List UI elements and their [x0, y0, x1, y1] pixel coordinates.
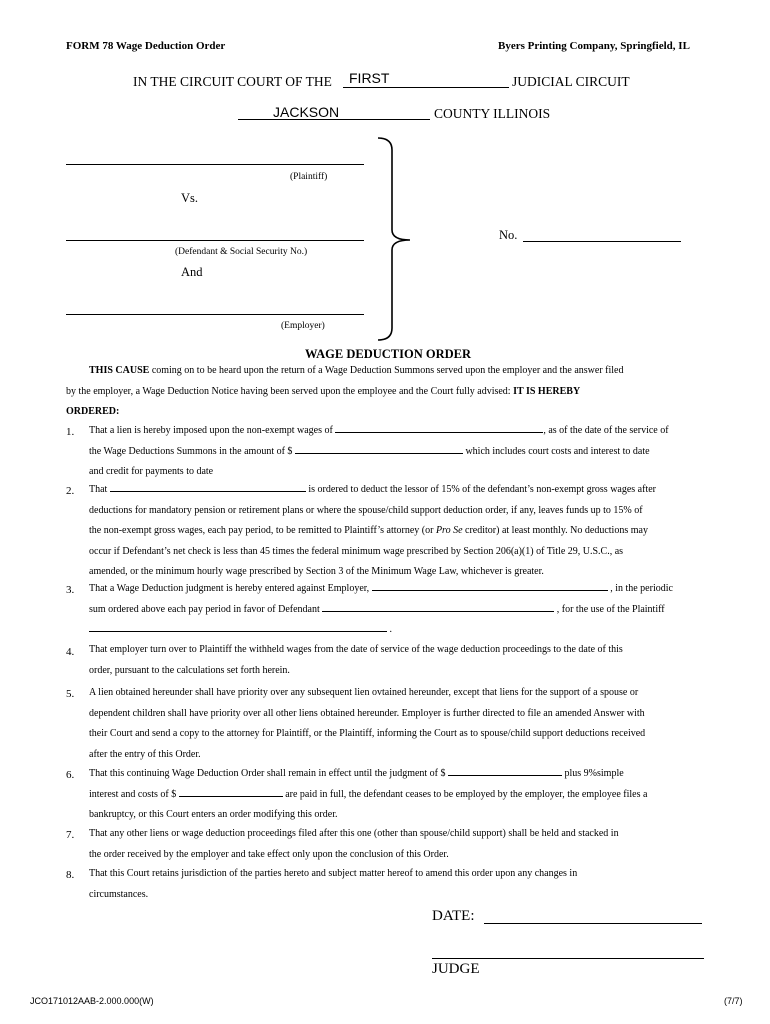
date-label: DATE: [432, 908, 475, 924]
plaintiff-use-field[interactable] [89, 621, 387, 632]
judge-label: JUDGE [432, 961, 480, 977]
defendant-field[interactable] [66, 240, 364, 241]
order-title: WAGE DEDUCTION ORDER [305, 347, 471, 361]
county-suffix: COUNTY ILLINOIS [434, 106, 551, 121]
item-7-number: 7. [66, 829, 75, 841]
circuit-field[interactable] [343, 87, 509, 88]
case-number-label: No. [499, 228, 518, 242]
defendant-favor-field[interactable] [322, 601, 554, 612]
case-number-field[interactable] [523, 241, 681, 242]
plaintiff-label: (Plaintiff) [290, 172, 328, 182]
ordered-label: ORDERED: [66, 406, 120, 417]
employer-deduct-field[interactable] [110, 481, 306, 492]
item-4-number: 4. [66, 646, 75, 658]
costs-amount-field[interactable] [179, 786, 283, 797]
versus-label: Vs. [181, 191, 199, 205]
item-8-number: 8. [66, 869, 75, 881]
form-code: JCO171012AAB-2.000.000(W) [30, 996, 154, 1006]
item-5-number: 5. [66, 688, 75, 700]
judge-signature-field[interactable] [432, 958, 704, 959]
intro-bold-2: IT IS HEREBY [513, 386, 581, 397]
item-2-number: 2. [66, 485, 75, 497]
amount-field[interactable] [295, 443, 463, 454]
page-number: (7/7) [724, 996, 743, 1006]
caption-brace [370, 134, 415, 344]
judgment-employer-field[interactable] [372, 580, 608, 591]
and-label: And [181, 265, 203, 279]
item-8: That this Court retains jurisdiction of the parties hereto and subject matter hereof to amend this order upon any changes in circumstances. [89, 868, 578, 900]
intro-line-1 [89, 361, 623, 382]
wages-of-field[interactable] [335, 422, 543, 433]
judgment-amount-field[interactable] [448, 765, 562, 776]
item-3-number: 3. [66, 584, 75, 596]
circuit-value: FIRST [349, 70, 390, 86]
item-6-number: 6. [66, 769, 75, 781]
defendant-label: (Defendant & Social Security No.) [175, 247, 308, 257]
court-line-prefix: IN THE CIRCUIT COURT OF THE [133, 74, 332, 89]
intro-line-2 [66, 382, 580, 403]
item-4: That employer turn over to Plaintiff the withheld wages from the date of service of the wage deduction proceedings to the date of this order, pursuant to the calculations set forth herein. [89, 644, 623, 676]
plaintiff-field[interactable] [66, 164, 364, 165]
intro-text-1: coming on to be heard upon the return of a Wage Deduction Summons served upon the employer and the answer filed [151, 365, 624, 376]
item-6: That this continuing Wage Deduction Order shall remain in effect until the judgment of $ plus 9%simple interest and costs of $ are paid in full, the defendant ceases to be employed by the employer, the employee files a bankruptcy, or this Court enters an order modifying this order. [89, 764, 647, 826]
county-value: JACKSON [273, 104, 340, 120]
form-title: FORM 78 Wage Deduction Order [66, 40, 226, 52]
item-2: That is ordered to deduct the lessor of 15% of the defendant’s non-exempt gross wages after deductions for mandatory pension or retirement plans or where the spouse/child support deduction order, if any, leaves funds up to 15% of the non-exempt gross wages, each pay period, to be remitted to Plaintiff’s attorney (or Pro Se creditor) at least monthly. No deductions may occur if Defendant’s net check is less than 45 times the federal minimum wage prescribed by Section 206(a)(1) of Title 29, U.S.C., as amended, or the minimum hourly wage prescribed by Section 3 of the Minimum Wage Law, whichever is greater. [89, 480, 656, 583]
item-1-number: 1. [66, 426, 75, 438]
employer-field[interactable] [66, 314, 364, 315]
intro-bold: THIS CAUSE [89, 365, 150, 376]
date-field[interactable] [484, 923, 702, 924]
item-7: That any other liens or wage deduction proceedings filed after this one (other than spouse/child support) shall be held and stacked in the order received by the employer and take effect only upon the conclusion of this Order. [89, 828, 619, 860]
court-line-suffix: JUDICIAL CIRCUIT [512, 74, 630, 89]
employer-label: (Employer) [281, 321, 325, 331]
item-5: A lien obtained hereunder shall have priority over any subsequent lien ovtained hereunder, except that liens for the support of a spouse or dependent children shall have priority over all other liens obtained hereunder. Employer is further directed to file an amended Answer with their Court and send a copy to the attorney for Plaintiff, or the Plaintiff, informing the Court as to spouse/child support deductions received after the entry of this Order. [89, 687, 646, 760]
item-1: That a lien is hereby imposed upon the non-exempt wages of , as of the date of the service of the Wage Deductions Summons in the amount of $ which includes court costs and interest to date and credit for payments to date [89, 421, 669, 483]
publisher-name: Byers Printing Company, Springfield, IL [498, 40, 690, 52]
intro-text-2: by the employer, a Wage Deduction Notice having been served upon the employee and the Court fully advised: [66, 386, 511, 397]
item-3: That a Wage Deduction judgment is hereby entered against Employer, , in the periodic sum ordered above each pay period in favor of Defendant , for the use of the Plaintiff . [89, 579, 673, 641]
